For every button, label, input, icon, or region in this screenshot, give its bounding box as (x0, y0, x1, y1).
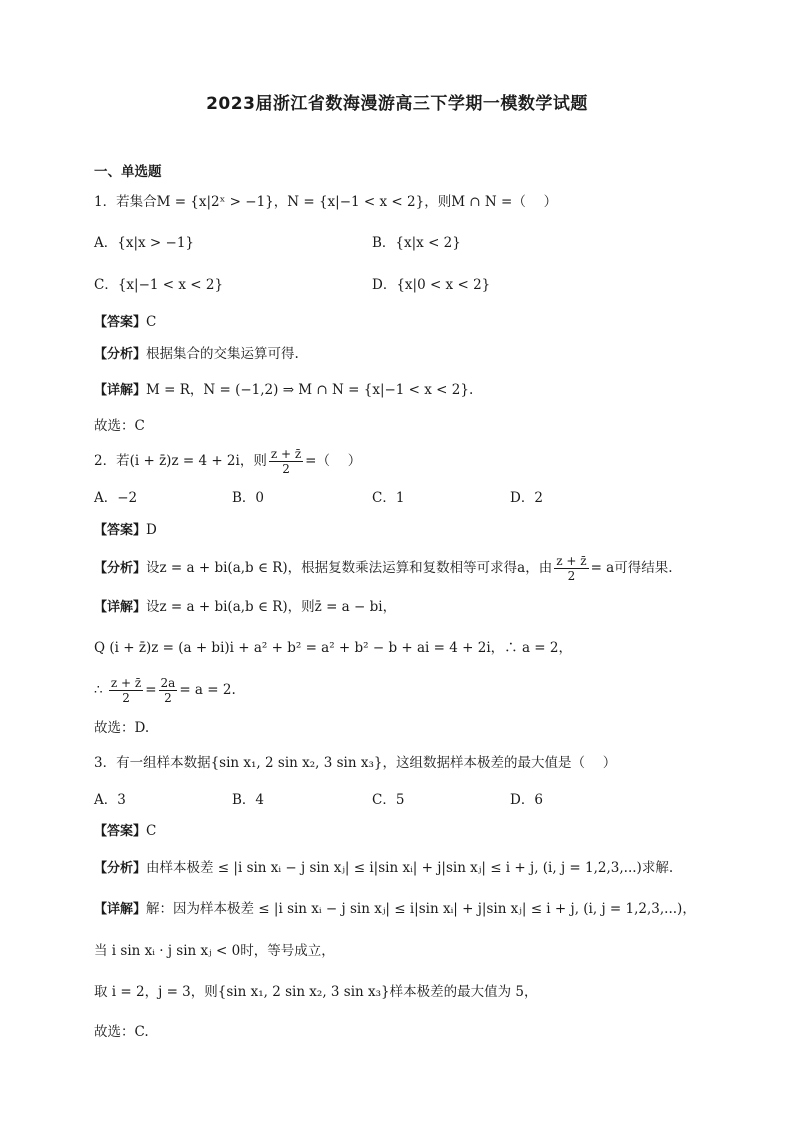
fraction-numerator: z + z̄ (110, 676, 142, 690)
q2-derivation-line: Q (i + z̄)z = (a + bi)i + a² + b² = a² + b² − b + ai = 4 + 2i，∴ a = 2， (94, 640, 572, 656)
q3-option-d: D．6 (510, 792, 543, 808)
q1-detail-row (94, 380, 473, 401)
q2-conclusion-result: = a = 2. (179, 682, 236, 698)
q3-stem: 3．有一组样本数据{sin x₁, 2 sin x₂, 3 sin x₃}，这组数据样本极差的最大值是（ ） (94, 755, 617, 771)
q1-stem: 1．若集合M = {x|2ˣ > −1}，N = {x|−1 < x < 2}，则M ∩ N =（ ） (94, 194, 558, 210)
fraction-denominator: 2 (567, 569, 576, 583)
q1-analysis-row (94, 344, 299, 365)
q1-answer: C (146, 314, 157, 330)
q3-equality-line: 当 i sin xᵢ · j sin xⱼ < 0时，等号成立， (94, 943, 335, 959)
q2-stem (94, 447, 361, 476)
q3-option-b: B．4 (232, 792, 265, 808)
fraction-denominator: 2 (122, 691, 130, 705)
q3-analysis: 由样本极差 ≤ |i sin xᵢ − j sin xⱼ| ≤ i|sin xᵢ| + j|sin xⱼ| ≤ i + j, (i, j = 1,2,3,...)求解. (146, 860, 674, 876)
q1-option-a: A．{x|x > −1} (94, 235, 194, 251)
q3-result-line: 取 i = 2，j = 3，则{sin x₁, 2 sin x₂, 3 sin x₃}样本极差的最大值为 5， (94, 984, 538, 1000)
q1-option-b: B．{x|x < 2} (372, 235, 461, 251)
q3-choice: 故选：C. (94, 1024, 149, 1040)
q3-detail: 解：因为样本极差 ≤ |i sin xᵢ − j sin xⱼ| ≤ i|sin xᵢ| + j|sin xⱼ| ≤ i + j, (i, j = 1,2,3,...)， (146, 901, 696, 917)
q3-option-a: A．3 (94, 792, 126, 808)
q2-detail: 设z = a + bi(a,b ∈ R)，则z̄ = a − bi， (146, 599, 397, 615)
q1-choice: 故选：C (94, 418, 145, 434)
analysis-tag: 【分析】 (94, 861, 147, 876)
answer-tag: 【答案】 (94, 824, 147, 839)
detail-tag: 【详解】 (94, 902, 147, 917)
q3-option-c: C．5 (372, 792, 405, 808)
detail-tag: 【详解】 (94, 383, 147, 398)
q1-answer-row (94, 312, 156, 333)
q2-option-d: D．2 (510, 490, 543, 506)
q2-analysis-b: = a可得结果. (590, 560, 673, 576)
answer-tag: 【答案】 (94, 523, 147, 538)
detail-tag: 【详解】 (94, 600, 147, 615)
page-title: 2023届浙江省数海漫游高三下学期一模数学试题 (206, 94, 588, 114)
q2-stem-b: =（ ） (305, 453, 362, 469)
q3-analysis-row (94, 858, 673, 879)
q3-detail-row (94, 899, 696, 920)
q2-detail-row (94, 597, 396, 618)
q2-choice: 故选：D. (94, 720, 150, 736)
q1-option-c: C．{x|−1 < x < 2} (94, 277, 224, 293)
q3-answer-row (94, 821, 156, 842)
q2-conclusion-fraction-2 (159, 676, 178, 705)
q2-answer-row (94, 520, 157, 541)
q1-option-d: D．{x|0 < x < 2} (372, 277, 491, 293)
fraction-denominator: 2 (282, 462, 290, 476)
q2-option-a: A．−2 (94, 490, 138, 506)
q2-stem-fraction (269, 447, 303, 476)
q2-conclusion-line (94, 676, 236, 705)
q3-answer: C (146, 823, 157, 839)
q2-analysis-fraction (554, 554, 588, 583)
answer-tag: 【答案】 (94, 315, 147, 330)
therefore-symbol: ∴ (94, 682, 103, 698)
fraction-denominator: 2 (164, 691, 172, 705)
analysis-tag: 【分析】 (94, 347, 147, 362)
fraction-numerator: z + z̄ (270, 447, 302, 461)
fraction-numerator: 2a (160, 676, 176, 690)
q2-option-b: B．0 (232, 490, 265, 506)
equals-sign: = (145, 682, 157, 698)
q2-analysis-row (94, 554, 673, 583)
q1-analysis: 根据集合的交集运算可得. (146, 346, 299, 362)
fraction-numerator: z + z̄ (556, 554, 587, 568)
q1-detail: M = R，N = (−1,2) ⇒ M ∩ N = {x|−1 < x < 2}. (146, 382, 474, 398)
q2-stem-a: 2．若(i + z̄)z = 4 + 2i，则 (94, 453, 267, 469)
q2-answer: D (146, 522, 157, 538)
section-heading: 一、单选题 (94, 164, 162, 180)
analysis-tag: 【分析】 (94, 561, 147, 576)
q2-option-c: C．1 (372, 490, 405, 506)
q2-analysis-a: 设z = a + bi(a,b ∈ R)，根据复数乘法运算和复数相等可求得a，由 (146, 560, 553, 576)
q2-conclusion-fraction-1 (109, 676, 143, 705)
